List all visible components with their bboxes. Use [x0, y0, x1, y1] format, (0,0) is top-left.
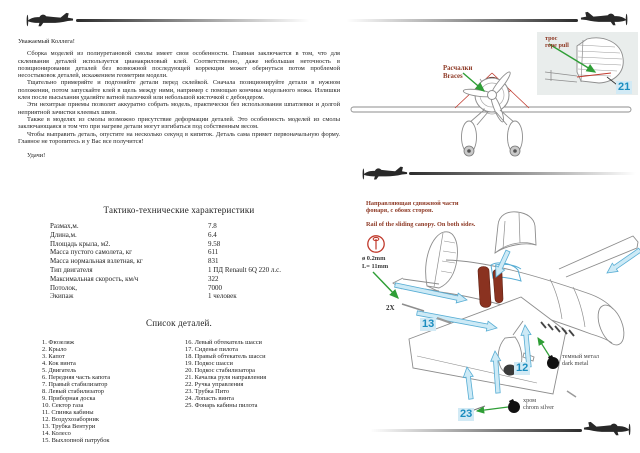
part-item: 8. Левый стабилизатор: [42, 388, 104, 395]
part-item: 4. Кок винта: [42, 360, 76, 367]
spec-label: Потолок,: [50, 283, 77, 292]
part-item: 1. Фюзеляж: [42, 339, 75, 346]
part-item: 17. Сиденье пилота: [185, 346, 238, 353]
part-item: 25. Фонарь кабины пилота: [185, 402, 258, 409]
part-number-23: 23: [460, 408, 473, 420]
spec-row: [50, 257, 332, 266]
spec-row: [50, 275, 332, 284]
paragraph: Тщательно примеряйте и подгоняйте детали перед склейкой. Сначала позиционируйте детали в нужном положении, потом запускайте клей в щель между ними, например с помощью кончика модельного ножа. Излишки клея после высыхания удаляйте ватной палочкой или небольшой кисточкой с дебондером.: [18, 79, 340, 102]
spec-value: 1 ПД Renault 6Q 220 л.с.: [208, 265, 282, 274]
part-item: 9. Приборная доска: [42, 395, 96, 402]
braces-label: Расчалки Braces: [443, 65, 473, 80]
part-number-12: 12: [516, 362, 529, 374]
canopy-rail-note-en: Rail of the sliding canopy. On both sides.: [366, 221, 476, 228]
intro-paragraphs: [18, 50, 340, 159]
spec-label: Длина,м.: [50, 230, 77, 239]
green-arrow: [373, 272, 398, 298]
spec-row: [50, 266, 332, 275]
canopy-rail-note-ru: Направляющая сдвижной части фонаря, с обоих сторон.: [366, 200, 459, 215]
spec-value: 1 человек: [208, 292, 237, 301]
divider-line: [76, 19, 310, 22]
part-item: 10. Сектор газа: [42, 402, 84, 409]
divider-line: [409, 172, 636, 175]
parts-list-right: [185, 339, 340, 409]
canopy-part: [495, 212, 536, 253]
paint-bottle-icon: [506, 398, 521, 413]
pilot-seat: [478, 267, 491, 308]
part-item: 3. Капот: [42, 353, 65, 360]
plane-silhouette-icon: [580, 10, 628, 30]
paint-bottle-icon: [545, 354, 560, 369]
paint-callout-dark-metal: темный метал dark metal: [562, 353, 600, 367]
paragraph: Также в моделях из смолы возможно присутствие деформации деталей. Это особенность моделей из смолы заключающаяся в том что при нагреве детали могут изгибаться под собственным весом.: [18, 115, 340, 131]
engine-cowl: [593, 301, 629, 348]
spec-label: Размах,м.: [50, 222, 79, 230]
spec-value: 9.58: [208, 239, 221, 248]
spec-row: [50, 284, 332, 293]
part-item: 7. Правый стабилизатор: [42, 381, 108, 388]
specs-table: [50, 222, 332, 301]
part-item: 12. Воздухозаборник: [42, 416, 99, 423]
spec-row: [50, 240, 332, 249]
paragraph: Удачи!: [27, 152, 46, 160]
intro-text: [18, 38, 340, 159]
part-item: 22. Ручка управления: [185, 381, 244, 388]
spec-label: Тип двигателя: [50, 265, 93, 274]
plane-silhouette-icon: [26, 11, 74, 31]
specs-title: Тактико-технические характеристики: [103, 205, 255, 215]
spec-label: Максимальная скорость, км/ч: [50, 274, 139, 283]
part-number-21: 21: [618, 81, 631, 93]
paragraph: Сборка моделей из полиуретановой смолы имеет свои особенности. Главная заключается в том, что для склеивания деталей используется цианакриловый клей. Соответственно, даже небольшая неточность в позиционировании деталей без возможной последующей коррекции может обернуться потом проблемой несостыковок деталей, искажением геометрии модели.: [18, 50, 340, 80]
exploded-assembly-diagram: [345, 185, 640, 440]
spec-value: 6.4: [208, 230, 217, 239]
spec-value: 831: [208, 257, 219, 266]
plane-silhouette-icon: [583, 420, 631, 440]
part-item: 21. Качалка руля направления: [185, 374, 267, 381]
paragraph: Эти нехитрые приемы позволят аккуратно собрать модель, практически без использования шпатлевки и долгой неприятной зачистки клеевых швов.: [18, 101, 340, 116]
paragraph: Чтобы выправить деталь, опустите на несколько секунд в кипяток. Деталь сама примет первоначальную форму. Главное не торопитесь и у Вас все получится!: [18, 130, 340, 145]
spec-value: 7.8: [208, 222, 217, 230]
part-item: 23. Трубка Пито: [185, 388, 230, 395]
part-item: 19. Подкос шасси: [185, 360, 233, 367]
spec-label: Площадь крыла, м2.: [50, 239, 111, 248]
spec-row: [50, 231, 332, 240]
paint-callout-chrome: хром chrom silver: [523, 397, 555, 411]
part-number-13: 13: [422, 318, 435, 330]
wire-rod-2x: [402, 304, 424, 311]
plane-silhouette-icon: [362, 165, 408, 184]
spec-row: [50, 292, 332, 301]
parts-list-left: [42, 339, 182, 444]
part-item: 5. Двигатель: [42, 367, 77, 374]
spec-value: 611: [208, 248, 219, 257]
wire-spec: ø 0.2mm L= 11mm: [362, 255, 389, 270]
part-item: 15. Выхлопной патрубок: [42, 437, 110, 444]
part-item: 18. Правый обтекатель шасси: [185, 353, 266, 360]
parts-title: Список деталей.: [146, 318, 212, 328]
spec-value: 7000: [208, 283, 222, 292]
divider-line: [370, 429, 582, 432]
spec-label: Масса нормальная взлетная, кг: [50, 257, 143, 266]
rope-pull-label: трос rope pull: [545, 35, 569, 49]
part-item: 2. Крыло: [42, 346, 67, 353]
spec-label: Масса пустого самолета, кг: [50, 248, 133, 257]
fuselage-spine: [446, 260, 613, 309]
spec-value: 322: [208, 274, 219, 283]
part-item: 24. Лопасть винта: [185, 395, 234, 402]
part-item: 13. Трубка Вентури: [42, 423, 96, 430]
spec-label: Экипаж: [50, 292, 74, 301]
part-item: 14. Колесо: [42, 430, 71, 437]
greeting: Уважаемый Коллега!: [18, 38, 75, 45]
part-item: 11. Спинка кабины: [42, 409, 94, 416]
wire-quantity: 2X: [386, 304, 395, 312]
part-item: 20. Подкос стабилизатора: [185, 367, 255, 374]
part-item: 16. Левый обтекатель шасси: [185, 339, 262, 346]
divider-line: [346, 19, 578, 22]
part-item: 6. Передняя часть капота: [42, 374, 111, 381]
spec-row: [50, 248, 332, 257]
spec-row: [50, 222, 332, 231]
